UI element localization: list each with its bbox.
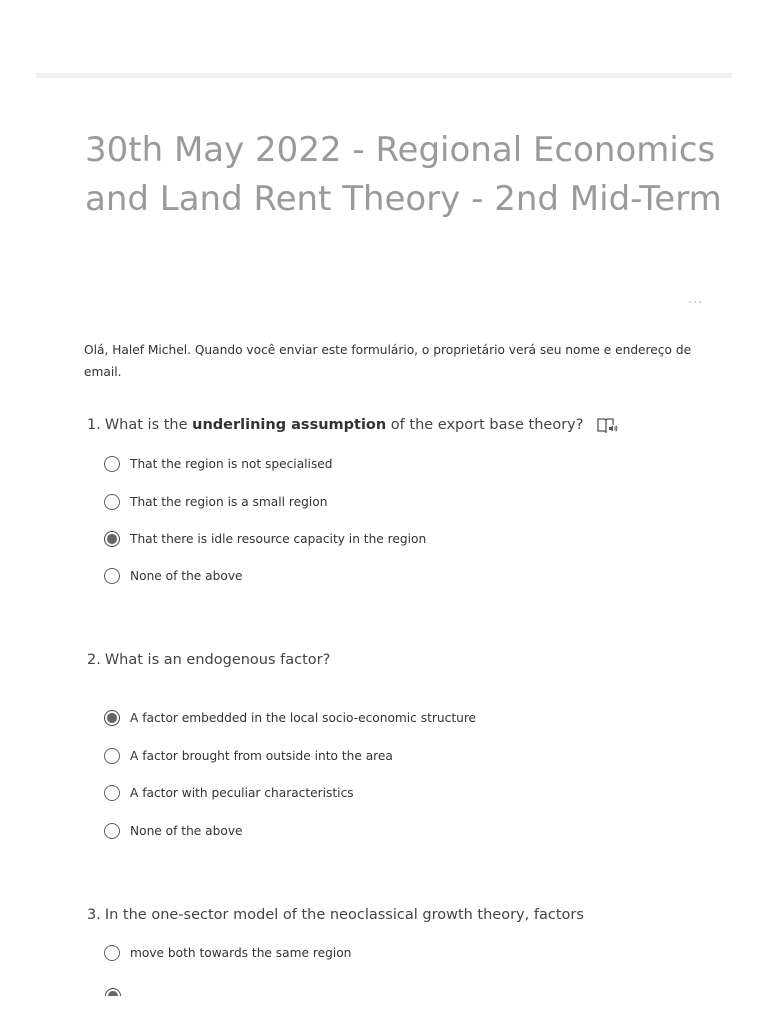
radio-button[interactable] [104, 823, 120, 839]
option-label: A factor embedded in the local socio-economic structure [130, 711, 477, 725]
question-text: What is an endogenous factor? [104, 652, 331, 668]
radio-button-selected[interactable] [104, 531, 120, 547]
option-label: That there is idle resource capacity in the region [130, 532, 427, 546]
option-label: move both towards the same region [130, 946, 352, 960]
header-divider [36, 73, 732, 78]
radio-button-selected[interactable] [105, 988, 121, 996]
form-title: 30th May 2022 - Regional Economics and Land Rent Theory - 2nd Mid-Term [85, 130, 722, 219]
question-1-option-3[interactable] [104, 529, 426, 549]
question-number: 2. [87, 652, 101, 668]
option-label: A factor brought from outside into the area [130, 749, 393, 763]
radio-button-selected[interactable] [104, 710, 120, 726]
radio-button[interactable] [104, 785, 120, 801]
question-number: 3. [87, 907, 101, 923]
radio-button[interactable] [104, 456, 120, 472]
question-text-bold: underlining assumption [192, 417, 387, 433]
question-number: 1. [87, 417, 101, 433]
immersive-reader-icon[interactable] [596, 416, 618, 434]
question-3-option-1[interactable] [104, 943, 351, 963]
option-label: None of the above [130, 824, 243, 838]
question-2-option-4[interactable] [104, 821, 243, 841]
question-1-title [87, 415, 727, 435]
question-2-option-1[interactable] [104, 708, 476, 728]
question-2-option-3[interactable] [104, 783, 354, 803]
question-text: of the export base theory? [386, 417, 584, 433]
option-label: None of the above [130, 569, 243, 583]
more-options-icon[interactable]: ... [688, 292, 704, 307]
option-label: A factor with peculiar characteristics [130, 786, 354, 800]
question-3-option-2-partial[interactable] [105, 988, 121, 996]
question-1-option-2[interactable] [104, 492, 327, 512]
radio-button[interactable] [104, 494, 120, 510]
option-label: That the region is not specialised [130, 457, 333, 471]
question-3-title [87, 905, 727, 925]
option-label: That the region is a small region [130, 495, 328, 509]
question-1-option-4[interactable] [104, 566, 243, 586]
radio-button[interactable] [104, 568, 120, 584]
question-2-option-2[interactable] [104, 746, 393, 766]
respondent-notice: Olá, Halef Michel. Quando você enviar este formulário, o proprietário verá seu nome e endereço de email. [84, 343, 692, 379]
radio-button[interactable] [104, 748, 120, 764]
radio-button[interactable] [104, 945, 120, 961]
question-1-option-1[interactable] [104, 454, 333, 474]
question-text: In the one-sector model of the neoclassical growth theory, factors [104, 907, 584, 923]
question-text: What is the [104, 417, 193, 433]
question-2-title [87, 650, 727, 670]
